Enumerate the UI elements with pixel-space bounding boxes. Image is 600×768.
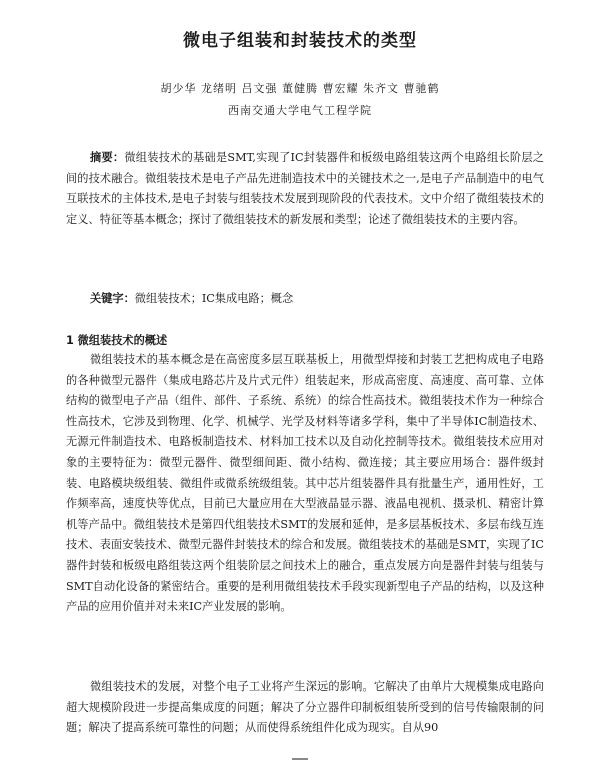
- abstract-label: 摘要：: [90, 151, 125, 164]
- paper-title: 微电子组装和封装技术的类型: [183, 31, 417, 51]
- page-number-mark: [292, 758, 308, 760]
- keywords-label: 关键字：: [90, 292, 135, 305]
- section-heading: 1 微组装技术的概述: [66, 334, 168, 347]
- author-affiliation: 西南交通大学电气工程学院: [228, 104, 372, 117]
- body-paragraph-2: 微组装技术的发展，对整个电子工业将产生深远的影响。它解决了由单片大规模集成电路向超大规模阶段进一步提高集成度的问题；解决了分立器件印制板组装所受到的信号传输限制的问题；解决了提高系统可靠性的问题；从而使得系统组件化成为现实。自从90: [66, 680, 544, 735]
- abstract-text: 微组装技术的基础是SMT,实现了IC封装器件和板级电路组装这两个电路组长阶层之间的技术融合。微组装技术是电子产品先进制造技术中的关键技术之一,是电子产品制造中的电气互联技术的主体技术,是电子封装与组装技术发展到现阶段的代表技术。文中介绍了微组装技术的定义、特征等基本概念；探讨了微组装技术的新发展和类型；论述了微组装技术的主要内容。: [66, 151, 544, 226]
- keywords-text: 微组装技术；IC集成电路；概念: [134, 292, 294, 305]
- body-paragraph-1: 微组装技术的基本概念是在高密度多层互联基板上，用微型焊接和封装工艺把构成电子电路的各种微型元器件（集成电路芯片及片式元件）组装起来，形成高密度、高速度、高可靠、立体结构的微型电子产品（组件、部件、子系统、系统）的综合性高技术。微组装技术作为一种综合性高技术，它涉及到物理、化学、机械学、光学及材料等诸多学科，集中了半导体IC制造技术、无源元件制造技术、电路板制造技术、材料加工技术以及自动化控制等技术。微组装技术应用对象的主要特征为：微型元器件、微型细间距、微小结构、微连接；其主要应用场合：器件级封装、电路模块级组装、微组件或微系统级组装。其中芯片组装器件具有批量生产，通用性好，工作频率高，速度快等优点，目前已大量应用在大型液晶显示器、液晶电视机、摄录机、精密计算机等产品中。微组装技术是第四代组装技术SMT的发展和延伸，是多层基板技术、多层布线互连技术、表面安装技术、微型元器件封装技术的综合和发展。微组装技术的基础是SMT，实现了IC器件封装和板级电路组装这两个组装阶层之间技术上的融合，重点发展方向是器件封装与组装与SMT自动化设备的紧密结合。重要的是利用微组装技术手段实现新型电子产品的结构，以及这种产品的应用价值并对未来IC产业发展的影响。: [66, 353, 544, 614]
- author-list: 胡少华 龙绪明 吕文强 董健腾 曹宏耀 朱齐文 曹驰鹤: [160, 82, 440, 95]
- keywords: [90, 289, 550, 309]
- abstract: [66, 148, 544, 230]
